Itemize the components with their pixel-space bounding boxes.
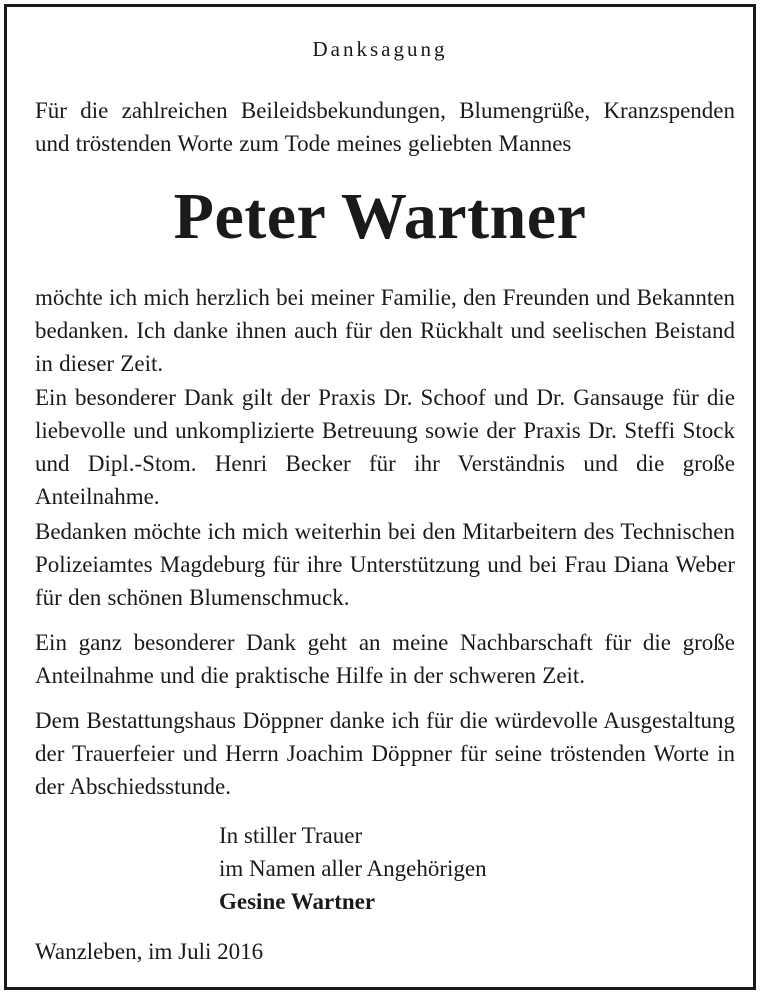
obituary-notice — [4, 4, 756, 990]
thanks-paragraph-5: Dem Bestattungshaus Döppner danke ich für die würdevolle Ausgestaltung der Trauerfeier und Herrn Joachim Döppner für seine tröstenden Worte in der Abschiedsstunde. — [35, 708, 735, 799]
intro-paragraph: Für die zahlreichen Beileidsbekundungen, Blumengrüße, Kranzspenden und tröstenden Worte zum Tode meines geliebten Mannes — [35, 98, 735, 156]
signature-line-family: im Namen aller Angehörigen — [219, 856, 487, 881]
signature-line-mourning: In stiller Trauer — [219, 823, 363, 848]
thanks-paragraph-2: Ein besonderer Dank gilt der Praxis Dr. Schoof und Dr. Gansauge für die liebevolle und unkomplizierte Betreuung sowie der Praxis Dr. Steffi Stock und Dipl.-Stom. Henri Becker für ihr Verständnis und die große Anteilnahme. — [35, 385, 735, 509]
deceased-name: Peter Wartner — [173, 180, 587, 253]
notice-heading: Danksagung — [312, 37, 448, 61]
thanks-paragraph-1: möchte ich mich herzlich bei meiner Familie, den Freunden und Bekannten bedanken. Ich danke ihnen auch für den Rückhalt und seelischen Beistand in dieser Zeit. — [35, 285, 735, 376]
place-date: Wanzleben, im Juli 2016 — [35, 939, 264, 964]
signature-block — [219, 819, 487, 918]
thanks-paragraph-4: Ein ganz besonderer Dank geht an meine Nachbarschaft für die große Anteilnahme und die praktische Hilfe in der schweren Zeit. — [35, 630, 735, 688]
signer-name: Gesine Wartner — [219, 889, 376, 914]
thanks-paragraph-3: Bedanken möchte ich mich weiterhin bei den Mitarbeitern des Technischen Polizeiamtes Magdeburg für ihre Unterstützung und bei Frau Diana Weber für den schönen Blumenschmuck. — [35, 519, 735, 610]
